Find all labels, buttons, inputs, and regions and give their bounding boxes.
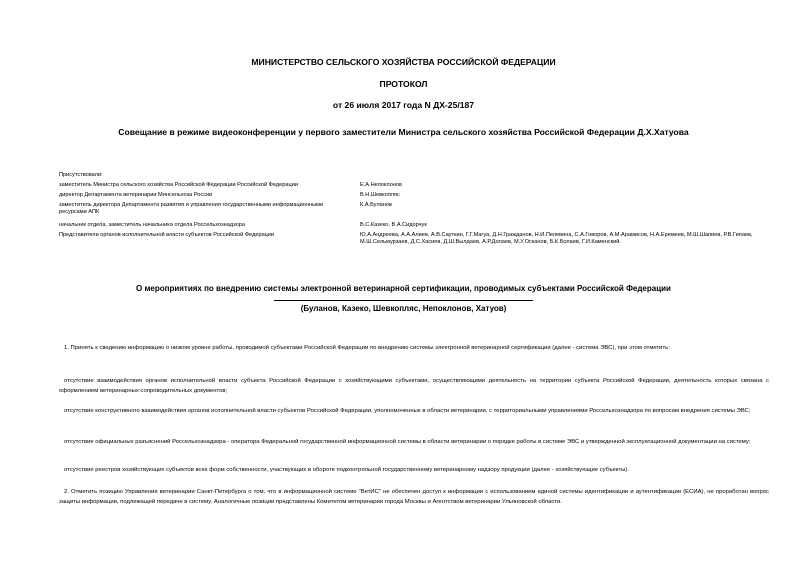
ministry-title: МИНИСТЕРСТВО СЕЛЬСКОГО ХОЗЯЙСТВА РОССИЙСКОЙ ФЕДЕРАЦИИ xyxy=(251,57,556,67)
paragraph-text: отсутствие реестров хозяйствующих субъектов всех форм собственности, участвующих в обороте подконтрольной государственному ветеринарному надзору продукции (далее - хозяйствующие субъекты). xyxy=(64,467,629,473)
attendee-names: Е.А.Непоклонов xyxy=(360,182,402,188)
paragraph xyxy=(59,487,769,507)
attendee-role: директор Департамента ветеринарии Минсельхоза России xyxy=(59,192,213,198)
paragraph-text: отсутствие официальных разъяснений Россельхознадзора - оператора Федеральной государственной информационной системы в области ветеринарии о порядке работы в системе ЭВС и утвержденной эксплуатационной документации на систему; xyxy=(64,439,751,445)
attendee-role: Представители органов исполнительной власти субъектов Российской Федерации xyxy=(59,232,275,238)
attendee-names: В.Н.Шевкопляс xyxy=(360,192,400,198)
attendee-role: начальник отдела, заместитель начальника отдела Россельхознадзора xyxy=(59,222,245,228)
agenda-topic: О мероприятиях по внедрению системы электронной ветеринарной сертификации, проводимых субъектами Российской Федерации xyxy=(136,284,671,293)
meeting-title: Совещание в режиме видеоконференции у первого заместители Министра сельского хозяйства Российской Федерации Д.Х.Хатуова xyxy=(118,127,689,137)
paragraph-text: 2. Отметить позицию Управления ветеринарии Санкт-Петербурга о том, что в информационной системе "ВетИС" не обеспечен доступ к информации с использованием единой системы идентификации и аутентификации (ЕСИА), не проработан вопрос защиты информации, подлежащей передаче в систему. Аналогичные позиции представлены Комитетом ветеринарии города Москвы и Агентством ветеринарии Ульяновской области. xyxy=(59,489,769,505)
paragraph xyxy=(59,343,769,353)
paragraph xyxy=(59,465,769,475)
attendee-names: В.С.Казеко, В.А.Сидорчук xyxy=(360,222,427,228)
paragraph-text: 1. Принять к сведению информацию о низком уровне работы, проводимой субъектами Российской Федерации по внедрению системы электронной ветеринарной сертификации (далее - система ЭВС), при этом отметить: xyxy=(64,345,670,351)
topic-divider xyxy=(274,300,533,301)
attendees-title: Присутствовали: xyxy=(59,172,103,178)
paragraph-text: отсутствие взаимодействия органов исполнительной власти субъекта Российской Федерации с хозяйствующими субъектами, осуществляющими деятельность на территории субъекта Российской Федерации, деятельность которых связана с оформлением ветеринарных сопроводительных документов; xyxy=(59,378,769,394)
doc-type-title: ПРОТОКОЛ xyxy=(379,79,428,89)
paragraph xyxy=(59,406,769,416)
paragraph xyxy=(59,437,769,447)
attendee-role: заместитель директора Департамента развития и управления государственными информационными ресурсами АПК xyxy=(59,202,324,215)
paragraph-text: отсутствие конструктивного взаимодействия органов исполнительной власти субъектов Российской Федерации, уполномоченных в области ветеринарии, с территориальными управлениями Россельхознадзора по вопросам внедрения системы ЭВС; xyxy=(64,408,751,414)
agenda-responsible: (Буланов, Казеко, Шевкопляс, Непоклонов, Хатуов) xyxy=(300,304,507,313)
doc-date-number: от 26 июля 2017 года N ДХ-25/187 xyxy=(332,100,475,110)
attendee-role: заместитель Министра сельского хозяйства Российской Федерации Российской Федерации xyxy=(59,182,298,188)
paragraph xyxy=(59,376,769,396)
attendee-names: К.А.Буланов xyxy=(360,202,392,208)
attendee-names: Ю.А.Андреева, А.А.Алиев, А.В.Сауткин, Г.Г.Магуа, Д.Н.Гражданов, Н.И.Пелевина, С.А.Говоров, А.М.Арамисов, Н.А.Еремеев, М.Ш.Шапиев, Р.В.Гипаев, М.Ш.Сельмурзаев, Д.С.Хасиев, Д.Ш.Вылдаев, А.Р.Долаев, М.У.Осканов, Б.К.Болаев, Г.И.Каменский. xyxy=(360,232,753,245)
